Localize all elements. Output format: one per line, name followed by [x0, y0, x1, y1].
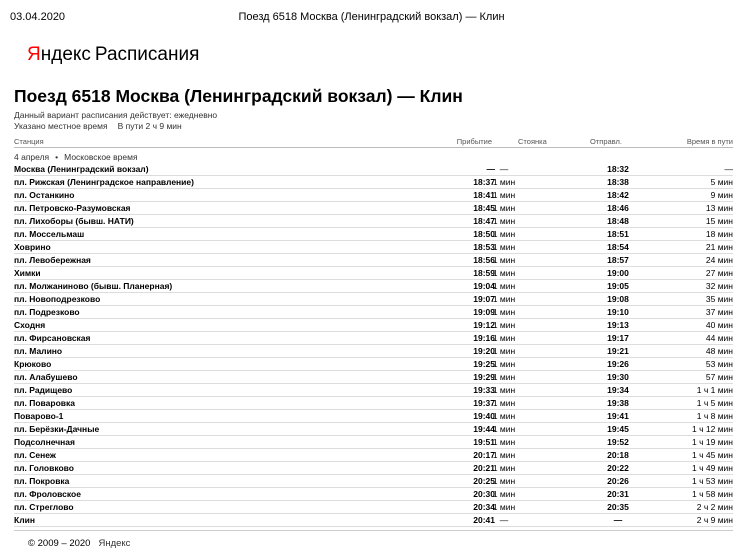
date-line	[14, 148, 733, 163]
station-name: пл. Фирсановская	[14, 333, 91, 343]
stop-duration: 1 мин	[492, 255, 516, 265]
table-row	[14, 462, 733, 475]
stop-duration: 1 мин	[492, 229, 516, 239]
table-row	[14, 280, 733, 293]
stop-duration: 1 мин	[492, 463, 516, 473]
travel-time: 35 мин	[705, 294, 733, 304]
arrival-time: 18:41	[473, 190, 495, 200]
stop-duration: —	[499, 515, 509, 525]
travel-time: 40 мин	[705, 320, 733, 330]
travel-time: 5 мин	[710, 177, 733, 187]
departure-time: 18:57	[607, 255, 629, 265]
schedule-table	[14, 134, 733, 527]
schedule-validity: Данный вариант расписания действует: ежедневно	[14, 110, 218, 120]
arrival-time: 18:53	[473, 242, 495, 252]
arrival-time: 19:29	[473, 372, 495, 382]
arrival-time: 20:41	[473, 515, 495, 525]
stop-duration: 1 мин	[492, 242, 516, 252]
timezone: Московское время	[64, 152, 138, 162]
table-row	[14, 475, 733, 488]
stop-duration: 1 мин	[492, 307, 516, 317]
stop-duration: 1 мин	[492, 359, 516, 369]
total-travel-time: В пути 2 ч 9 мин	[117, 121, 182, 131]
travel-time: 1 ч 49 мин	[692, 463, 733, 473]
col-stop: Стоянка	[518, 137, 547, 146]
schedule-notes	[14, 121, 182, 131]
station-name: Клин	[14, 515, 35, 525]
arrival-time: 19:16	[473, 333, 495, 343]
arrival-time: 20:25	[473, 476, 495, 486]
stop-duration: 1 мин	[492, 203, 516, 213]
travel-time: 1 ч 5 мин	[696, 398, 733, 408]
station-name: пл. Останкино	[14, 190, 75, 200]
station-name: пл. Петровско-Разумовская	[14, 203, 131, 213]
arrival-time: 20:30	[473, 489, 495, 499]
footer-divider	[14, 530, 733, 531]
yandex-schedule-logo[interactable]	[27, 44, 199, 66]
departure-time: 19:26	[607, 359, 629, 369]
travel-time: 13 мин	[705, 203, 733, 213]
station-name: Крюково	[14, 359, 52, 369]
departure-time: 19:34	[607, 385, 629, 395]
travel-time: 21 мин	[705, 242, 733, 252]
station-name: Химки	[14, 268, 41, 278]
stop-duration: 1 мин	[492, 281, 516, 291]
travel-time: 2 ч 9 мин	[696, 515, 733, 525]
table-row	[14, 384, 733, 397]
stop-duration: 1 мин	[492, 489, 516, 499]
table-row	[14, 241, 733, 254]
arrival-time: 19:12	[473, 320, 495, 330]
table-row	[14, 358, 733, 371]
table-row	[14, 423, 733, 436]
arrival-time: 19:51	[473, 437, 495, 447]
departure-time: 19:30	[607, 372, 629, 382]
logo-brand: Яндекс	[27, 44, 91, 65]
yandex-link[interactable]: Яндекс	[98, 538, 131, 549]
stop-duration: 1 мин	[492, 294, 516, 304]
departure-time: 19:45	[607, 424, 629, 434]
departure-time: 20:22	[607, 463, 629, 473]
local-time-note: Указано местное время	[14, 121, 108, 131]
travel-time: —	[724, 164, 733, 174]
table-row	[14, 410, 733, 423]
stop-duration: 1 мин	[492, 476, 516, 486]
table-row	[14, 488, 733, 501]
travel-time: 1 ч 19 мин	[692, 437, 733, 447]
departure-time: 18:32	[607, 164, 629, 174]
arrival-time: 18:45	[473, 203, 495, 213]
arrival-time: 18:59	[473, 268, 495, 278]
station-name: Поварово-1	[14, 411, 64, 421]
stop-duration: 1 мин	[492, 190, 516, 200]
station-name: Ховрино	[14, 242, 51, 252]
departure-time: 20:31	[607, 489, 629, 499]
station-name: пл. Новоподрезково	[14, 294, 101, 304]
departure-time: 20:18	[607, 450, 629, 460]
station-name: пл. Фроловское	[14, 489, 81, 499]
station-name: пл. Покровка	[14, 476, 70, 486]
stop-duration: 1 мин	[492, 411, 516, 421]
print-date: 03.04.2020	[10, 11, 66, 23]
col-travel-time: Время в пути	[686, 137, 733, 146]
arrival-time: 18:37	[473, 177, 495, 187]
travel-time: 57 мин	[705, 372, 733, 382]
station-name: пл. Сенеж	[14, 450, 56, 460]
travel-time: 53 мин	[705, 359, 733, 369]
arrival-time: 19:04	[473, 281, 495, 291]
station-name: пл. Лихоборы (бывш. НАТИ)	[14, 216, 134, 226]
departure-time: 19:13	[607, 320, 629, 330]
departure-time: 19:10	[607, 307, 629, 317]
station-name: пл. Головково	[14, 463, 74, 473]
table-row	[14, 397, 733, 410]
stop-duration: 1 мин	[492, 437, 516, 447]
table-row	[14, 176, 733, 189]
arrival-time: 20:21	[473, 463, 495, 473]
station-name: Подсолнечная	[14, 437, 75, 447]
arrival-time: 19:09	[473, 307, 495, 317]
departure-time: 18:48	[607, 216, 629, 226]
trip-date: 4 апреля	[14, 152, 50, 162]
arrival-time: 19:40	[473, 411, 495, 421]
departure-time: 20:26	[607, 476, 629, 486]
departure-time: 19:00	[607, 268, 629, 278]
stop-duration: 1 мин	[492, 424, 516, 434]
table-row	[14, 254, 733, 267]
arrival-time: 19:33	[473, 385, 495, 395]
departure-time: 19:17	[607, 333, 629, 343]
footer	[28, 538, 130, 549]
table-row	[14, 501, 733, 514]
table-body	[14, 163, 733, 527]
arrival-time: 20:34	[473, 502, 495, 512]
stop-duration: 1 мин	[492, 320, 516, 330]
departure-time: 19:21	[607, 346, 629, 356]
table-row	[14, 202, 733, 215]
travel-time: 1 ч 58 мин	[692, 489, 733, 499]
travel-time: 9 мин	[710, 190, 733, 200]
table-row	[14, 189, 733, 202]
station-name: пл. Малино	[14, 346, 63, 356]
station-name: пл. Берёзки-Дачные	[14, 424, 100, 434]
travel-time: 1 ч 8 мин	[696, 411, 733, 421]
departure-time: 19:41	[607, 411, 629, 421]
travel-time: 1 ч 45 мин	[692, 450, 733, 460]
travel-time: 1 ч 1 мин	[696, 385, 733, 395]
travel-time: 1 ч 53 мин	[692, 476, 733, 486]
col-arrival: Прибытие	[456, 137, 492, 146]
table-row	[14, 449, 733, 462]
station-name: пл. Рижская (Ленинградское направление)	[14, 177, 194, 187]
stop-duration: 1 мин	[492, 268, 516, 278]
copyright: © 2009 – 2020	[28, 538, 91, 549]
departure-time: 19:05	[607, 281, 629, 291]
travel-time: 44 мин	[705, 333, 733, 343]
arrival-time: 18:50	[473, 229, 495, 239]
table-row	[14, 267, 733, 280]
page-title: Поезд 6518 Москва (Ленинградский вокзал) — Клин	[14, 86, 463, 106]
arrival-time: 19:20	[473, 346, 495, 356]
travel-time: 37 мин	[705, 307, 733, 317]
departure-time: —	[613, 515, 623, 525]
arrival-time: 20:17	[473, 450, 495, 460]
departure-time: 19:38	[607, 398, 629, 408]
arrival-time: 18:56	[473, 255, 495, 265]
separator-dot: •	[55, 152, 59, 162]
travel-time: 32 мин	[705, 281, 733, 291]
travel-time: 24 мин	[705, 255, 733, 265]
station-name: Москва (Ленинградский вокзал)	[14, 164, 149, 174]
stop-duration: 1 мин	[492, 177, 516, 187]
stop-duration: —	[499, 164, 509, 174]
arrival-time: —	[486, 164, 495, 174]
table-row	[14, 319, 733, 332]
station-name: пл. Алабушево	[14, 372, 78, 382]
departure-time: 19:08	[607, 294, 629, 304]
stop-duration: 1 мин	[492, 385, 516, 395]
travel-time: 2 ч 2 мин	[696, 502, 733, 512]
travel-time: 48 мин	[705, 346, 733, 356]
departure-time: 18:42	[607, 190, 629, 200]
table-row	[14, 371, 733, 384]
departure-time: 19:52	[607, 437, 629, 447]
station-name: Сходня	[14, 320, 46, 330]
travel-time: 27 мин	[705, 268, 733, 278]
table-row	[14, 514, 733, 527]
station-name: пл. Моссельмаш	[14, 229, 85, 239]
stop-duration: 1 мин	[492, 372, 516, 382]
col-departure: Отправл.	[590, 137, 622, 146]
travel-time: 18 мин	[705, 229, 733, 239]
station-name: пл. Поваровка	[14, 398, 75, 408]
departure-time: 18:51	[607, 229, 629, 239]
arrival-time: 19:37	[473, 398, 495, 408]
departure-time: 18:46	[607, 203, 629, 213]
table-row	[14, 215, 733, 228]
travel-time: 15 мин	[705, 216, 733, 226]
departure-time: 18:54	[607, 242, 629, 252]
table-row	[14, 345, 733, 358]
table-header	[14, 134, 733, 148]
table-row	[14, 306, 733, 319]
stop-duration: 1 мин	[492, 502, 516, 512]
arrival-time: 18:47	[473, 216, 495, 226]
station-name: пл. Радищево	[14, 385, 73, 395]
departure-time: 20:35	[607, 502, 629, 512]
stop-duration: 1 мин	[492, 333, 516, 343]
station-name: пл. Стреглово	[14, 502, 74, 512]
table-row	[14, 163, 733, 176]
col-station: Станция	[14, 137, 44, 146]
table-row	[14, 332, 733, 345]
table-row	[14, 228, 733, 241]
arrival-time: 19:44	[473, 424, 495, 434]
station-name: пл. Левобережная	[14, 255, 91, 265]
table-row	[14, 436, 733, 449]
travel-time: 1 ч 12 мин	[692, 424, 733, 434]
stop-duration: 1 мин	[492, 346, 516, 356]
departure-time: 18:38	[607, 177, 629, 187]
logo-service-name: Расписания	[94, 44, 200, 65]
arrival-time: 19:25	[473, 359, 495, 369]
stop-duration: 1 мин	[492, 216, 516, 226]
stop-duration: 1 мин	[492, 450, 516, 460]
station-name: пл. Подрезково	[14, 307, 80, 317]
print-header	[10, 11, 733, 25]
stop-duration: 1 мин	[492, 398, 516, 408]
print-page-title: Поезд 6518 Москва (Ленинградский вокзал) — Клин	[238, 11, 505, 23]
station-name: пл. Молжаниново (бывш. Планерная)	[14, 281, 173, 291]
table-row	[14, 293, 733, 306]
arrival-time: 19:07	[473, 294, 495, 304]
